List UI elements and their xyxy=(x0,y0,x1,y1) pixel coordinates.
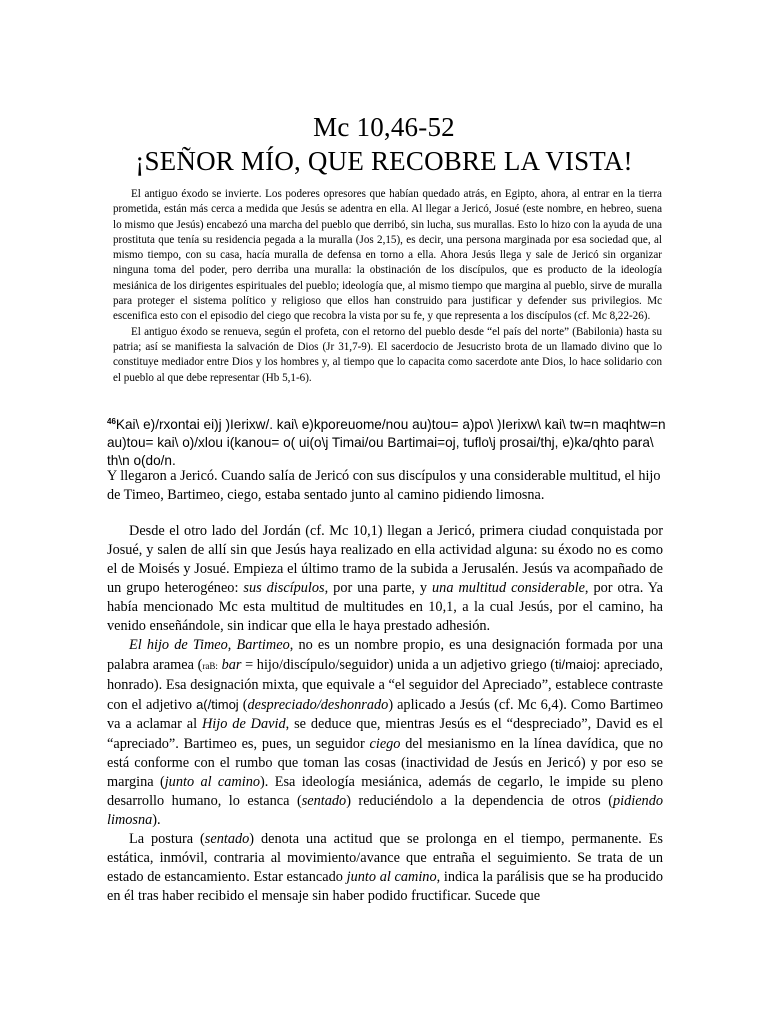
italic-run: Bartimeo xyxy=(236,637,290,654)
italic-run: sus discípulos xyxy=(243,580,325,597)
italic-run: una multitud considerable xyxy=(432,580,585,597)
text-run: ) denota una actitud que se prolonga en el tiempo, permanente. Es estática, inmóvil, contraria al movimiento/avance que entraña el seguimiento. Se trata de un estado de estancamiento. Estar estancado xyxy=(107,830,663,885)
verse-number: 46 xyxy=(107,417,116,426)
text-run: La postura ( xyxy=(129,830,205,847)
commentary-paragraph-2 xyxy=(107,636,663,829)
text-run: del mesianismo en la línea davídica, que no está conforme con el rumbo que toman las cosas (inactividad de Jesús en Jericó) y por eso se margina ( xyxy=(107,735,663,790)
text-run: ) aplicado a Jesús (cf. Mc 6,4). Como Bartimeo va a aclamar al xyxy=(107,697,663,733)
italic-run: El hijo de Timeo xyxy=(129,637,228,654)
intro-paragraph-2: El antiguo éxodo se renueva, según el profeta, con el retorno del pueblo desde “el país del norte” (Babilonia) hasta su patria; así se manifiesta la salvación de Dios (Jr 31,7-9). El sacerdocio de Jesucristo brota de un llamado divino que lo constituye mediador entre Dios y los hombres y, al tiempo que lo capacita como sacerdote ante Dios, lo hace solidario con el pueblo al que debe representar (Hb 5,1-6). xyxy=(113,325,662,384)
italic-run: bar xyxy=(221,657,242,674)
greek-text: Kai\ e)/rxontai ei)j )Ierixw/. kai\ e)kporeuome/nou au)tou= a)po\ )Ierixw\ kai\ tw=n maqhtw=n au)tou= kai\ o)/xlou i(kanou= o( ui(o\j Timai/ou Bartimai=oj, tuflo\j prosai/thj, e)ka/qhto para\ th\n o(do/n. xyxy=(107,417,666,468)
italic-run: ciego xyxy=(369,735,401,752)
commentary-paragraph-1 xyxy=(107,522,663,636)
text-run: , se deduce que, mientras Jesús es el “despreciado”, David es el “apreciado”. Bartimeo es, pues, un seguidor xyxy=(107,716,663,752)
text-run: ) reduciéndolo a la dependencia de otros ( xyxy=(346,792,613,809)
commentary-section xyxy=(107,522,663,906)
italic-run: junto al camino xyxy=(164,773,261,790)
italic-run: despreciado/deshonrado xyxy=(247,697,389,714)
text-run: , por una parte, y xyxy=(324,580,433,597)
text-run: Desde el otro lado del Jordán (cf. Mc 10,1) llegan a Jericó, primera ciudad conquistada por Josué, y salen de allí sin que Jesús haya realizado en ella actividad alguna: su éxodo no es como el de Moisés y Josué. Empieza el último tramo de la subida a Jerusalén. Jesús va acompañado de un grupo heterogéneo: xyxy=(107,523,663,597)
text-run: , no es un nombre propio, es una designación formada por una palabra aramea ( xyxy=(107,637,664,674)
verse-translation: Y llegaron a Jericó. Cuando salía de Jericó con sus discípulos y una considerable multitud, el hijo de Timeo, Bartimeo, ciego, estaba sentado junto al camino pidiendo limosna. xyxy=(107,468,661,503)
italic-run: sentado xyxy=(204,830,250,847)
italic-run: junto al camino xyxy=(346,868,437,885)
title-reference: Mc 10,46-52 xyxy=(313,112,455,142)
greek-word: a(/timoj xyxy=(196,697,239,713)
text-run: = hijo/discípulo/seguidor) unida a un adjetivo griego ( xyxy=(241,657,556,674)
text-run: , xyxy=(227,637,237,654)
italic-run: sentado xyxy=(301,792,347,809)
italic-run: pidiendo limosna xyxy=(107,792,663,828)
text-run: ( xyxy=(238,697,248,714)
intro-section xyxy=(113,187,662,386)
text-run: : apreciado, honrado). Esa designación mixta, que equivale a “el seguidor del Apreciado”, establece contraste con el adjetivo xyxy=(107,657,663,714)
commentary-paragraph-3 xyxy=(107,830,663,906)
text-run: , indica la parálisis que se ha producido en él tras haber recibido el mensaje sin haber podido fructificar. Sucede que xyxy=(107,868,663,904)
greek-verse xyxy=(107,413,667,470)
text-run: , por otra. Ya había mencionado Mc esta multitud de multitudes en 10,1, a la cual Jesús, por el camino, ha venido enseñándole, sin indicar que ella le haya prestado adhesión. xyxy=(107,580,663,635)
intro-paragraph-1: El antiguo éxodo se invierte. Los poderes opresores que habían quedado atrás, en Egipto, ahora, al entrar en la tierra prometida, están más cerca a medida que Jesús se adentra en ella. Al llegar a Jericó, Josué (este nombre, en hebreo, suena lo mismo que Jesús) encabezó una marcha del pueblo que derribó, sin lucha, sus murallas. Esto lo hizo con la ayuda de una prostituta que tenía su residencia pegada a la muralla (Jos 2,15), es decir, una persona marginada por esa sociedad que, al mismo tiempo, con su casa, hacía muralla de defensa en torno a ella. Ahora Jesús llega y sale de Jericó sin organizar ninguna toma del poder, pero derriba una muralla: la obstinación de los discípulos, que es producto de la ideología mesiánica de los dirigentes espirituales del pueblo; ideología que, al mismo tiempo que margina al pueblo, sirve de muralla para proteger el sistema político y religioso que ellos han construido para justificar y defender sus privilegios. Mc escenifica esto con el episodio del ciego que recobra la vista por su fe, y que representa a los discípulos (cf. Mc 8,22-26). xyxy=(113,188,662,323)
greek-word: ti/maioj xyxy=(555,657,597,673)
title-main: ¡SEÑOR MÍO, QUE RECOBRE LA VISTA! xyxy=(135,146,633,176)
text-run: ). Esa ideología mesiánica, además de cegarlo, le impide su pleno desarrollo humano, lo estanca ( xyxy=(107,773,663,809)
text-run: ). xyxy=(152,811,161,828)
italic-run: Hijo de David xyxy=(201,716,286,733)
hebrew-word: raB: xyxy=(202,661,218,672)
